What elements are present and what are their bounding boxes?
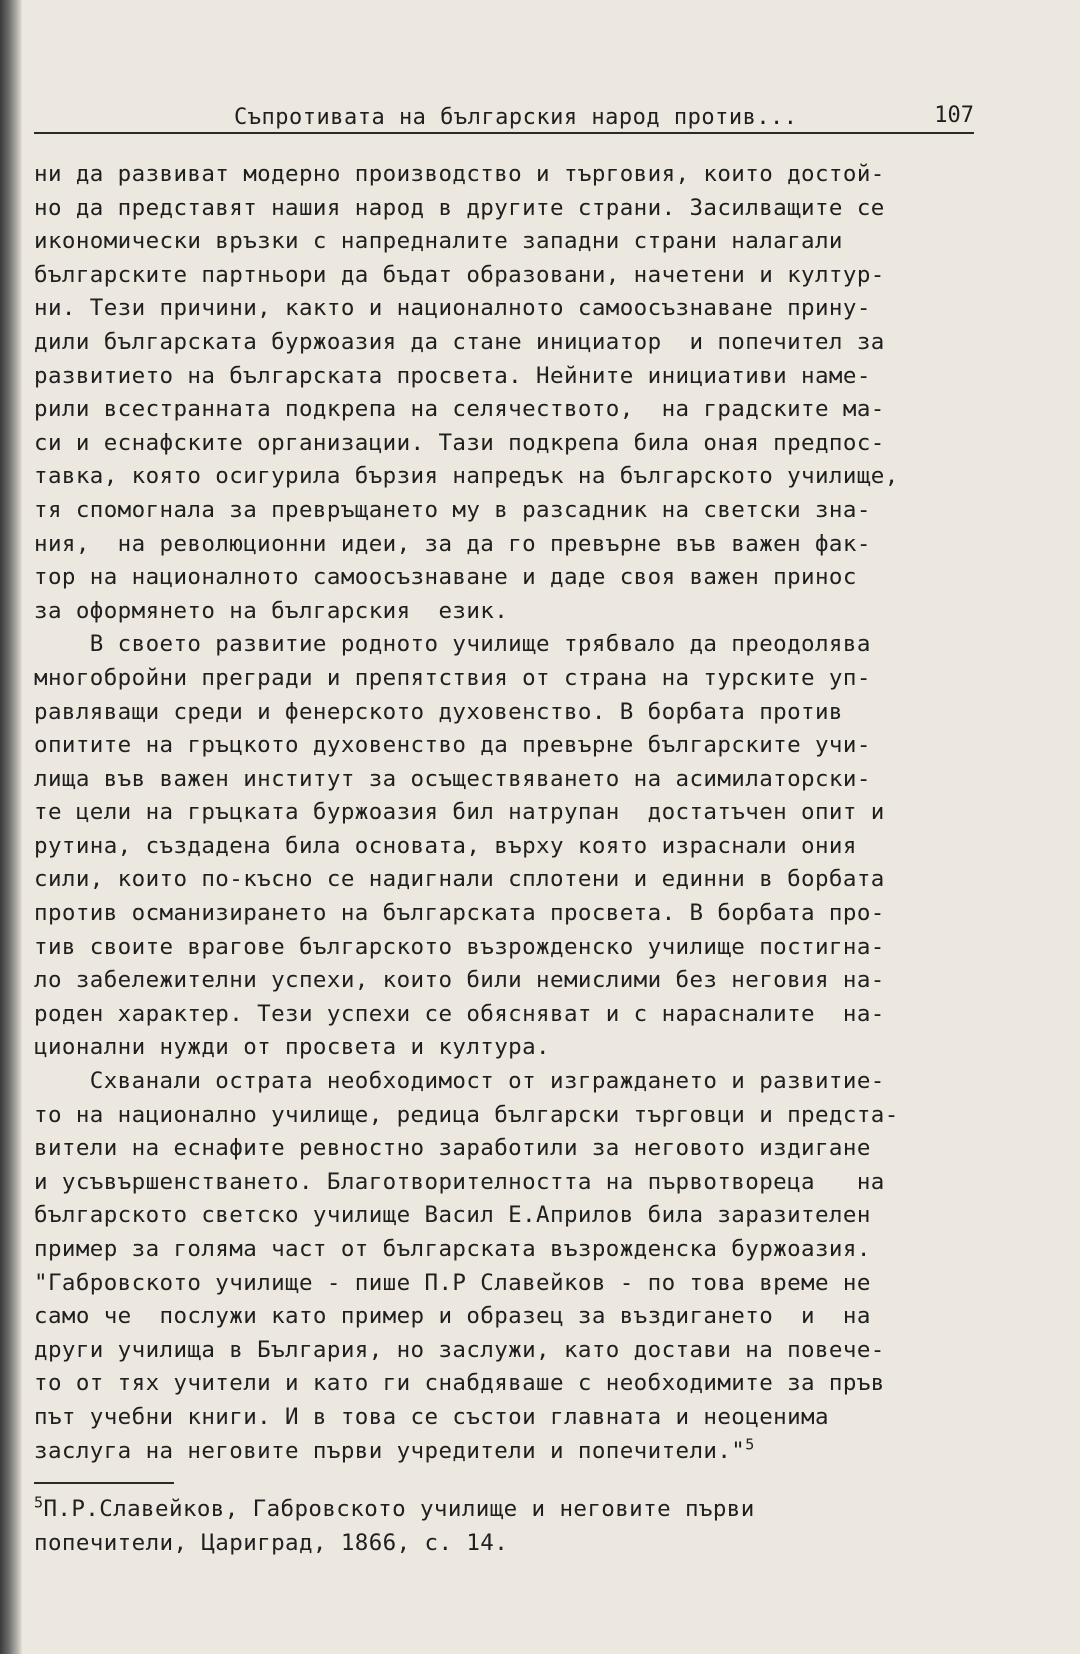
running-header-title: Съпротивата на българския народ против... bbox=[234, 105, 798, 130]
text-line: други училища в България, но заслужи, като достави на повече- bbox=[34, 1336, 885, 1363]
text-line: то на национално училище, редица български търговци и предста- bbox=[34, 1101, 899, 1128]
text-line: тя спомогнала за превръщането му в разсадник на светски зна- bbox=[34, 496, 871, 523]
text-line-with-footnote-ref bbox=[34, 1435, 994, 1469]
text-line: тавка, която осигурила бързия напредък на българското училище, bbox=[34, 463, 899, 490]
footnote-text: П.Р.Славейков, Габровското училище и неговите първи bbox=[43, 1496, 755, 1523]
text-line: рутина, създадена била основата, върху която израснали ония bbox=[34, 832, 857, 859]
text-line: си и еснафските организации. Тази подкрепа била оная предпос- bbox=[34, 429, 885, 456]
text-line: път учебни книги. И в това се състои главната и неоценима bbox=[34, 1403, 829, 1430]
text-line: вители на еснафите ревностно заработили за неговото издигане bbox=[34, 1135, 871, 1162]
footnote-line bbox=[34, 1492, 1034, 1526]
text-line: опитите на гръцкото духовенство да превърне българските учи- bbox=[34, 732, 871, 759]
text-line: пример за голяма част от българската възрожденска буржоазия. bbox=[34, 1236, 871, 1262]
footnote-line: попечители, Цариград, 1866, с. 14. bbox=[34, 1530, 509, 1557]
text-line: българското светско училище Васил Е.Априлов била заразителен bbox=[34, 1202, 871, 1229]
text-line: "Габровското училище - пише П.Р Славейков - по това време не bbox=[34, 1269, 871, 1296]
footnote-reference: 5 bbox=[745, 1435, 755, 1454]
text-line: роден характер. Тези успехи се обясняват и с нарасналите на- bbox=[34, 1000, 885, 1027]
text-line: и усъвършенстването. Благотворителността на първотвореца на bbox=[34, 1168, 885, 1195]
text-line: ни. Тези причини, както и националното самоосъзнаване прину- bbox=[34, 295, 871, 322]
text-line: В своето развитие родното училище трябвало да преодолява bbox=[34, 631, 871, 658]
text-line: рили всестранната подкрепа на селячеството, на градските ма- bbox=[34, 396, 885, 423]
text-line: но да представят нашия народ в другите страни. Засилващите се bbox=[34, 194, 885, 221]
text-line: българските партньори да бъдат образовани, начетени и култур- bbox=[34, 261, 885, 288]
footnote-marker: 5 bbox=[34, 1493, 44, 1512]
text-line: тив своите врагове българското възрожденско училище постигна- bbox=[34, 933, 885, 960]
body-text bbox=[34, 158, 994, 1468]
book-spine-shadow bbox=[0, 0, 22, 1654]
running-header bbox=[34, 92, 974, 134]
document-page bbox=[34, 92, 1034, 1560]
text-line: то от тях учители и като ги снабдяваше с необходимите за пръв bbox=[34, 1370, 885, 1397]
text-line: сили, които по-късно се надигнали сплотени и единни в борбата bbox=[34, 866, 885, 893]
text-line-content: заслуга на неговите първи учредители и попечители." bbox=[34, 1437, 746, 1464]
text-line: само че послужи като пример и образец за въздигането и на bbox=[34, 1303, 871, 1330]
text-line: икономически връзки с напредналите западни страни налагали bbox=[34, 228, 843, 255]
text-line: лища във важен институт за осъществяването на асимилаторски- bbox=[34, 765, 871, 792]
text-line: Схванали острата необходимост от изграждането и развитие- bbox=[34, 1068, 885, 1095]
text-line: ни да развиват модерно производство и търговия, които достой- bbox=[34, 161, 885, 187]
footnote-divider bbox=[34, 1482, 174, 1484]
text-line: за оформянето на българския език. bbox=[34, 597, 509, 624]
text-line: тор на националното самоосъзнаване и даде своя важен принос bbox=[34, 564, 857, 591]
footnote bbox=[34, 1492, 1034, 1560]
text-line: развитието на българската просвета. Нейните инициативи наме- bbox=[34, 362, 871, 389]
text-line: против османизирането на българската просвета. В борбата про- bbox=[34, 900, 885, 927]
text-line: те цели на гръцката буржоазия бил натрупан достатъчен опит и bbox=[34, 799, 885, 826]
page-number: 107 bbox=[934, 103, 974, 128]
text-line: равляващи среди и фенерското духовенство. В борбата против bbox=[34, 698, 843, 725]
text-line: ционални нужди от просвета и култура. bbox=[34, 1034, 551, 1061]
text-line: ло забележителни успехи, които били немислими без неговия на- bbox=[34, 967, 885, 994]
text-line: ния, на революционни идеи, за да го превърне във важен фак- bbox=[34, 530, 871, 557]
text-line: дили българската буржоазия да стане инициатор и попечител за bbox=[34, 328, 885, 355]
text-line: многобройни прегради и препятствия от страна на турските уп- bbox=[34, 664, 871, 691]
